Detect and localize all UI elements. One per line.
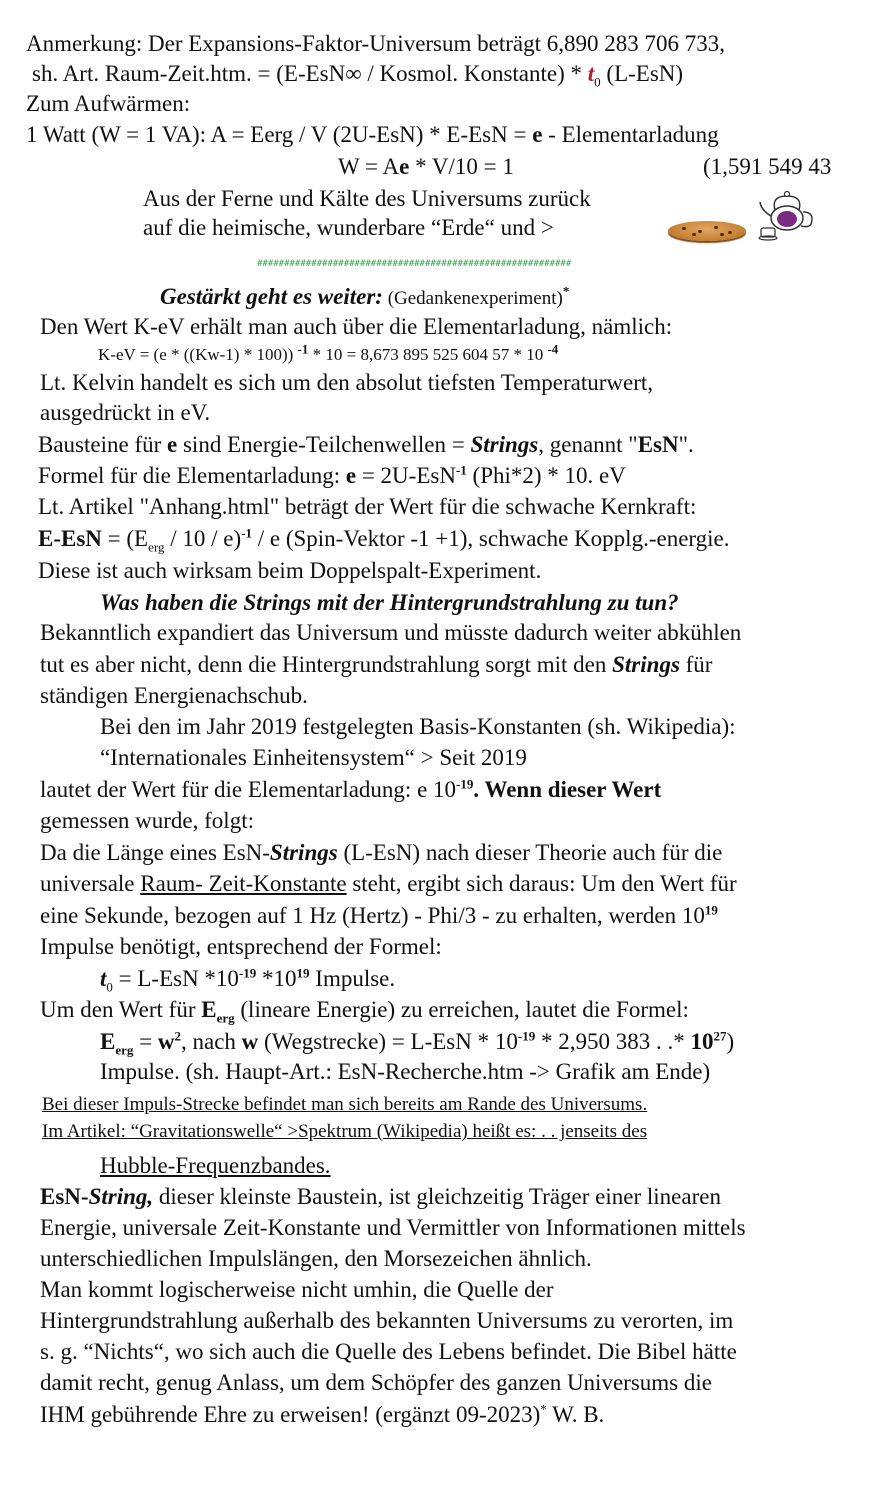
text-line: Um den Wert für $E_{erg}$ (lineare Energie) zu erreichen, lautet die Formel: [40, 997, 689, 1026]
teapot-icon [757, 190, 819, 242]
text-line: gemessen wurde, folgt: [40, 808, 254, 833]
text-line: ständigen Energienachschub. [40, 683, 308, 708]
text-line: damit recht, genug Anlass, um dem Schöpfer des ganzen Universums die [40, 1370, 712, 1395]
formula-line: $E-EsN = (E_{erg} / 10 / e)^{-1} / e$ (Spin-Vektor -1 +1), schwache Kopplg.-energie. [38, 525, 730, 555]
text-line: Lt. Kelvin handelt es sich um den absolut tiefsten Temperaturwert, [40, 370, 654, 395]
note-line: sh. Art. Raum-Zeit.htm. = (E-EsN∞ / Kosmol. Konstante) * $t_0$ (L-EsN) [32, 61, 684, 90]
text-line: Impulse. (sh. Haupt-Art.: EsN-Recherche.htm -> Grafik am Ende) [100, 1059, 711, 1084]
separator-line: ########################################################## [257, 259, 572, 269]
text-line: Bei den im Jahr 2019 festgelegten Basis-Konstanten (sh. Wikipedia): [100, 714, 736, 739]
text-line: Impulse benötigt, entsprechend der Formel: [40, 934, 442, 959]
formula-line: $E_{erg} = w^2$, nach w (Wegstrecke) = $L-EsN * 10^{-19} * 2,950$ 383 . .* $10^{27}$) [100, 1028, 735, 1058]
text-line: Da die Länge eines EsN-Strings (L-EsN) nach dieser Theorie auch für die [40, 840, 723, 865]
text-line: unterschiedlichen Impulslängen, den Morsezeichen ähnlich. [40, 1246, 592, 1271]
text-line: EsN-String, dieser kleinste Baustein, ist gleichzeitig Träger einer linearen [40, 1184, 721, 1209]
formula-line: $t_0 = L-EsN$ $*10^{-19}$ $*10^{19}$ Impulse. [100, 965, 396, 995]
note-line: Anmerkung: Der Expansions-Faktor-Universum beträgt 6,890 283 706 733, [26, 31, 726, 56]
text-line: universale Raum- Zeit-Konstante steht, ergibt sich daraus: Um den Wert für [40, 871, 737, 896]
text-line: eine Sekunde, bezogen auf 1 Hz (Hertz) - Phi/3 - zu erhalten, werden $10^{19}$ [40, 902, 718, 928]
warmup-heading: Zum Aufwärmen: [26, 91, 191, 116]
text-line: Den Wert K-eV erhält man auch über die Elementarladung, nämlich: [40, 314, 673, 339]
formula-line: 1 Watt (W = 1 VA): A = Eerg / V (2U-EsN) * E-EsN = e - Elementarladung [26, 122, 719, 147]
cookie-icon [668, 221, 746, 241]
signature-line: IHM gebührende Ehre zu erweisen! (ergänzt 09-2023)* W. B. [40, 1401, 605, 1427]
formula-line: Formel für die Elementarladung: e = 2U-EsN$^{-1}$ (Phi*2) * 10. eV [38, 462, 626, 488]
section-heading: Was haben die Strings mit der Hintergrundstrahlung zu tun? [100, 590, 679, 615]
text-line: Energie, universale Zeit-Konstante und Vermittler von Informationen mittels [40, 1215, 746, 1240]
text-line: Aus der Ferne und Kälte des Universums zurück [143, 186, 591, 211]
text-line: “Internationales Einheitensystem“ > Seit 2019 [100, 745, 527, 770]
text-line: Lt. Artikel "Anhang.html" beträgt der Wert für die schwache Kernkraft: [38, 494, 697, 519]
text-line: tut es aber nicht, denn die Hintergrundstrahlung sorgt mit den Strings für [40, 652, 713, 677]
formula-line: K-eV = (e * ((Kw-1) * 100)) $^{-1}$ * 10 = 8,673 895 525 604 57 * 10 $^{-4}$ [98, 341, 559, 364]
text-line: Man kommt logischerweise nicht umhin, die Quelle der [40, 1277, 554, 1302]
text-line: Bekanntlich expandiert das Universum und müsste dadurch weiter abkühlen [40, 620, 742, 645]
text-line: lautet der Wert für die Elementarladung: e $10^{-19}$. Wenn dieser Wert [40, 776, 662, 802]
text-line: Bausteine für e sind Energie-Teilchenwellen = Strings, genannt "EsN". [38, 432, 694, 457]
underlined-line: Hubble-Frequenzbandes. [100, 1153, 331, 1178]
formula-value: (1,591 549 43 [703, 154, 832, 179]
text-line: ausgedrückt in eV. [40, 400, 211, 425]
text-line: auf die heimische, wunderbare “Erde“ und > [143, 215, 554, 240]
text-line: Hintergrundstrahlung außerhalb des bekannten Universums zu verorten, im [40, 1308, 734, 1333]
underlined-line: Bei dieser Impuls-Strecke befindet man sich bereits am Rande des Universums. [42, 1094, 648, 1115]
underlined-line: Im Artikel: “Gravitationswelle“ >Spektrum (Wikipedia) heißt es: . . jenseits des [42, 1121, 648, 1142]
text-line: s. g. “Nichts“, wo sich auch die Quelle des Lebens befindet. Die Bibel hätte [40, 1339, 737, 1364]
formula-line: W = Ae * V/10 = 1 [338, 154, 514, 179]
section-heading: Gestärkt geht es weiter: (Gedankenexperiment)* [160, 283, 570, 309]
text-line: Diese ist auch wirksam beim Doppelspalt-Experiment. [38, 558, 542, 583]
